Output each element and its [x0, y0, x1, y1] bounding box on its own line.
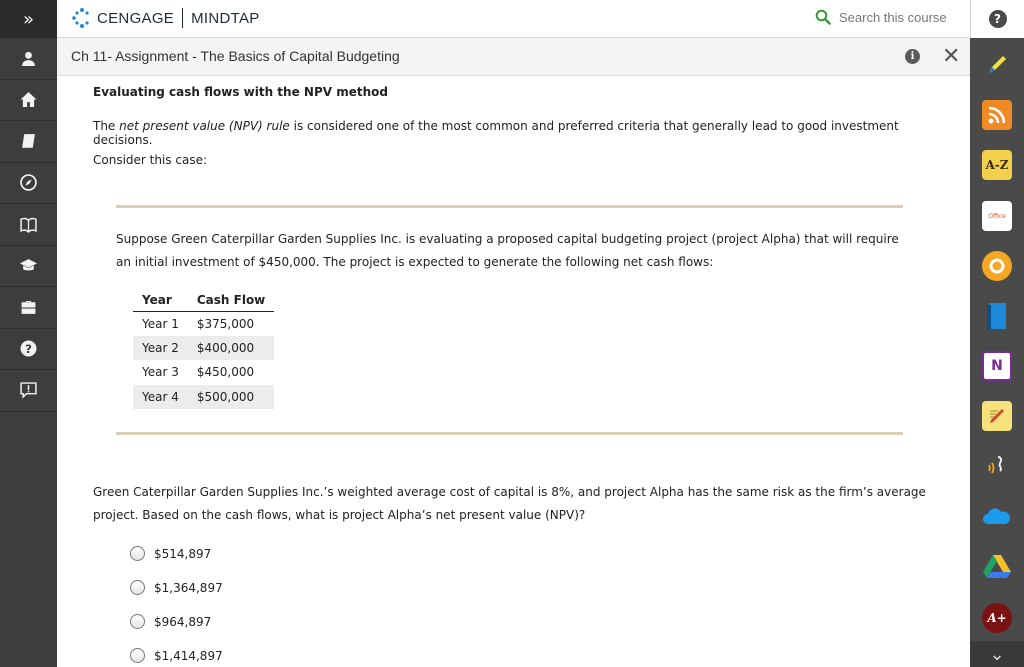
- answer-option[interactable]: [130, 614, 211, 629]
- notebook-icon[interactable]: [0, 121, 57, 163]
- cell-cash-flow: $450,000: [196, 365, 255, 380]
- radio-button[interactable]: [130, 546, 145, 561]
- notes-icon[interactable]: [982, 401, 1012, 431]
- app-icon[interactable]: [982, 251, 1012, 281]
- question-text: Green Caterpillar Garden Supplies Inc.’s weighted average cost of capital is 8%, and project Alpha has the same risk as the firm’s average project. Based on the cash flows, what is project Alpha’s net present value (NPV)?: [93, 485, 926, 522]
- option-label: $1,364,897: [154, 580, 223, 595]
- cell-year: Year 4: [133, 385, 188, 410]
- help-circle-icon: ?: [989, 10, 1007, 28]
- radio-button[interactable]: [130, 614, 145, 629]
- case-divider-top: [116, 205, 903, 208]
- column-header-cash-flow: Cash Flow: [188, 289, 274, 311]
- option-label: $964,897: [154, 614, 212, 629]
- intro-paragraph: [93, 119, 953, 147]
- case-divider-bottom: [116, 432, 903, 435]
- activity-title-bar: [57, 38, 970, 76]
- info-icon[interactable]: i: [905, 49, 920, 64]
- office-icon[interactable]: Office: [982, 201, 1012, 231]
- ebook-icon[interactable]: [982, 301, 1012, 331]
- table-header-row: [133, 289, 274, 311]
- option-label: $1,414,897: [154, 648, 223, 663]
- table-row: [133, 385, 274, 410]
- cash-flow-table: [133, 289, 274, 409]
- option-label: $514,897: [154, 546, 212, 561]
- question-heading: Evaluating cash flows with the NPV method: [93, 85, 388, 99]
- readspeaker-icon[interactable]: [982, 451, 1012, 481]
- home-icon[interactable]: [0, 80, 57, 122]
- answer-option[interactable]: [130, 648, 223, 663]
- close-icon[interactable]: ✕: [942, 44, 961, 69]
- rss-icon[interactable]: [982, 100, 1012, 130]
- cell-year: Year 3: [142, 365, 179, 380]
- cell-year: Year 1: [142, 316, 179, 331]
- case-description: Suppose Green Caterpillar Garden Supplies Inc. is evaluating a proposed capital budgeting project (project Alpha) that will require an initial investment of $450,000. The project is expected to generate the following net cash flows:: [116, 232, 899, 269]
- help-icon[interactable]: [0, 329, 57, 371]
- assignment-content: [57, 76, 970, 667]
- aplus-icon[interactable]: A+: [982, 603, 1012, 633]
- onedrive-icon[interactable]: [982, 501, 1012, 531]
- search-course[interactable]: [815, 9, 947, 25]
- help-button[interactable]: [970, 0, 1024, 38]
- column-header-year: Year: [133, 289, 188, 311]
- dictionary-icon[interactable]: A-Z: [982, 150, 1012, 180]
- brand-cengage: CENGAGE: [97, 9, 175, 27]
- book-icon[interactable]: [0, 204, 57, 246]
- briefcase-icon[interactable]: [0, 287, 57, 329]
- left-nav: [0, 0, 57, 667]
- intro-post: is considered one of the most common and preferred criteria that generally lead to good investment decisions.: [93, 119, 899, 147]
- radio-button[interactable]: [130, 580, 145, 595]
- cell-cash-flow: $375,000: [196, 316, 255, 331]
- dock-expand-icon[interactable]: ⌄: [970, 641, 1024, 667]
- cell-year: Year 2: [133, 336, 188, 361]
- graduation-cap-icon[interactable]: [0, 246, 57, 288]
- page-title: Ch 11- Assignment - The Basics of Capital Budgeting: [71, 48, 400, 64]
- radio-button[interactable]: [130, 648, 145, 663]
- table-row: [133, 360, 274, 385]
- svg-text:?: ?: [25, 342, 32, 356]
- top-bar: [57, 0, 1024, 38]
- logo-divider: [182, 8, 183, 28]
- app-dock: [970, 38, 1024, 667]
- cengage-mindtap-logo[interactable]: [71, 7, 260, 29]
- npv-rule-term: net present value (NPV) rule: [119, 119, 290, 133]
- search-icon: [815, 9, 831, 25]
- consider-text: Consider this case:: [93, 153, 207, 167]
- compass-icon[interactable]: [0, 163, 57, 205]
- table-row: [133, 336, 274, 361]
- answer-option[interactable]: [130, 546, 211, 561]
- cell-cash-flow: $500,000: [188, 385, 274, 410]
- table-row: [133, 311, 274, 336]
- highlighter-icon[interactable]: [982, 50, 1012, 80]
- answer-option[interactable]: [130, 580, 223, 595]
- feedback-icon[interactable]: [0, 370, 57, 412]
- onenote-icon[interactable]: N: [982, 351, 1012, 381]
- expand-nav-icon[interactable]: »: [0, 0, 57, 38]
- cengage-logo-icon: [71, 7, 93, 29]
- brand-mindtap: MINDTAP: [191, 9, 260, 27]
- intro-pre: The: [93, 119, 120, 133]
- search-input[interactable]: Search this course: [839, 9, 947, 25]
- user-icon[interactable]: [0, 38, 57, 80]
- google-drive-icon[interactable]: [982, 551, 1012, 581]
- cell-cash-flow: $400,000: [188, 336, 274, 361]
